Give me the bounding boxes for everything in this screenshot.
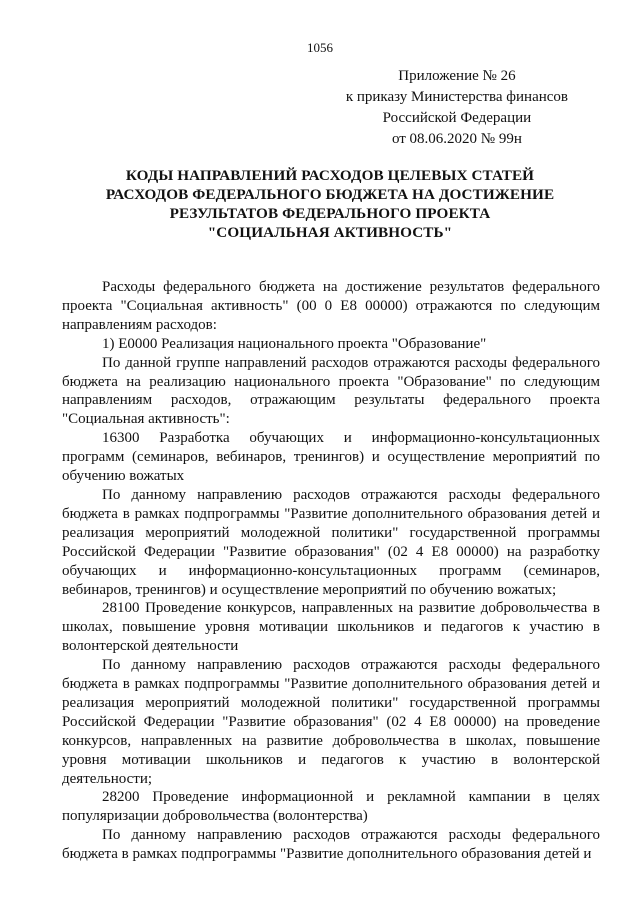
appendix-line: Приложение № 26: [398, 68, 516, 84]
title-line: РЕЗУЛЬТАТОВ ФЕДЕРАЛЬНОГО ПРОЕКТА: [169, 205, 491, 222]
paragraph: По данной группе направлений расходов отражаются расходы федерального бюджета на реализацию национального проекта "Образование" по следующим направлениям расходов, отражающим результаты федерального проекта "Социальная активность":: [62, 354, 600, 428]
paragraph-code-28200: 28200 Проведение информационной и рекламной кампании в целях популяризации добровольчества (волонтерства): [62, 789, 600, 825]
paragraph: По данному направлению расходов отражаются расходы федерального бюджета в рамках подпрограммы "Развитие дополнительного образования детей и реализация мероприятий молодежной политики" государственной программы Российской Федерации "Развитие образования" (02 4 Е8 00000) на проведение конкурсов, направленных на развитие добровольчества в школах, повышение уровня мотивации школьников и педагогов к участию в волонтерской деятельности;: [62, 657, 600, 787]
paragraph: По данному направлению расходов отражаются расходы федерального бюджета в рамках подпрограммы "Развитие дополнительного образования детей и: [62, 827, 600, 863]
paragraph: По данному направлению расходов отражаются расходы федерального бюджета в рамках подпрограммы "Развитие дополнительного образования детей и реализация мероприятий молодежной политики" государственной программы Российской Федерации "Развитие образования" (02 4 Е8 00000) на разработку обучающих и информационно-консультационных программ (семинаров, вебинаров, тренингов) и осуществление мероприятий по обучению вожатых;: [62, 486, 600, 598]
appendix-line: от 08.06.2020 № 99н: [391, 131, 522, 147]
paragraph-code-16300: 16300 Разработка обучающих и информационно-консультационных программ (семинаров, вебинаров, тренингов) и осуществление мероприятий по обучению вожатых: [62, 430, 600, 485]
paragraph-intro: Расходы федерального бюджета на достижение результатов федерального проекта "Социальная активность" (00 0 Е8 00000) отражаются по следующим направлениям расходов:: [62, 279, 600, 333]
title-line: КОДЫ НАПРАВЛЕНИЙ РАСХОДОВ ЦЕЛЕВЫХ СТАТЕЙ: [125, 167, 535, 184]
paragraph-code-28100: 28100 Проведение конкурсов, направленных на развитие добровольчества в школах, повышение уровня мотивации школьников и педагогов к участию в волонтерской деятельности: [62, 600, 600, 655]
paragraph-section-heading: 1) Е0000 Реализация национального проекта "Образование": [102, 335, 487, 352]
appendix-line: к приказу Министерства финансов: [345, 89, 568, 105]
page-number: 1056: [307, 40, 333, 55]
appendix-header: [346, 66, 568, 150]
document-body: [62, 278, 600, 864]
appendix-line: Российской Федерации: [382, 110, 532, 126]
document-title: [60, 166, 600, 242]
title-line: РАСХОДОВ ФЕДЕРАЛЬНОГО БЮДЖЕТА НА ДОСТИЖЕНИЕ: [105, 186, 555, 203]
title-line: "СОЦИАЛЬНАЯ АКТИВНОСТЬ": [207, 224, 453, 241]
